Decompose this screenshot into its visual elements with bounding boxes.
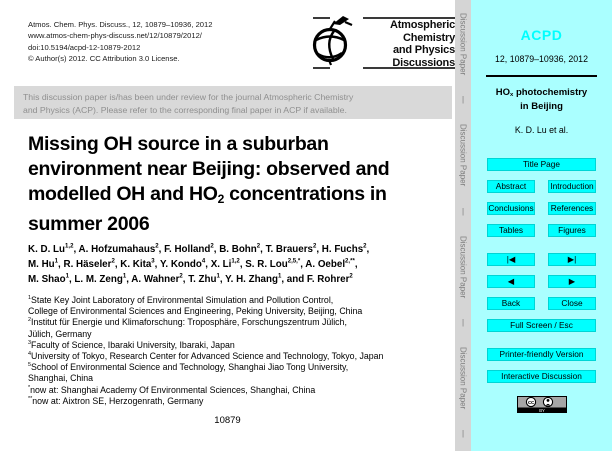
citation-block: [28, 19, 212, 64]
affiliation-line: *now at: Shanghai Academy Of Environmental Sciences, Shanghai, China: [28, 384, 316, 395]
spine-separator: |: [461, 429, 465, 438]
sidebar-button-row: [487, 275, 596, 288]
spine-label: Discussion Paper: [458, 235, 468, 298]
title-page-button[interactable]: Title Page: [487, 158, 596, 171]
affiliation-list: [28, 295, 458, 407]
review-notice: [14, 86, 452, 119]
spine-label: Discussion Paper: [458, 13, 468, 76]
author: A. Hofzumahaus$^2$: [78, 243, 159, 255]
article-title-line: modelled OH and $HO_2$ concentrations in: [28, 183, 387, 207]
review-notice-line: and Physics (ACP). Please refer to the corresponding final paper in ACP if available.: [23, 105, 347, 115]
full-screen-button[interactable]: Full Screen / Esc: [487, 319, 596, 332]
author: Y. H. Zhang$^1$: [225, 273, 282, 285]
sidebar-authors: K. D. Lu et al.: [514, 125, 569, 136]
logo-text-line: Chemistry: [403, 31, 455, 44]
author: and F. Rohrer$^2$: [286, 273, 353, 285]
svg-text:BY: BY: [539, 408, 545, 413]
author: T. Brauers$^2$: [265, 243, 317, 255]
author: M. Hu$^1$: [28, 258, 59, 270]
spine-separator: |: [461, 317, 465, 327]
author: K. D. Lu$^{1,2}$: [28, 243, 74, 255]
previous-page-button[interactable]: ◀: [487, 275, 535, 288]
affiliation-line: $^5$School of Environmental Science and Technology, Shanghai Jiao Tong University,: [28, 362, 349, 373]
sidebar-button-row: [487, 158, 596, 171]
citation-line: Atmos. Chem. Phys. Discuss., 12, 10879–10936, 2012: [28, 20, 213, 29]
author: B. Bohn$^2$: [219, 243, 261, 255]
back-button[interactable]: Back: [487, 297, 535, 310]
author-list: [28, 242, 458, 287]
cc-by-icon: [517, 396, 567, 413]
last-page-button[interactable]: ▶|: [548, 253, 596, 266]
author: X. Li$^{1,2}$: [210, 258, 240, 270]
references-button[interactable]: References: [548, 202, 596, 215]
author: S. R. Lou$^{2,5,*}$: [245, 258, 301, 270]
logo-text-line: and Physics: [393, 44, 455, 56]
review-notice-line: This discussion paper is/has been under review for the journal Atmospheric Chemistry: [23, 92, 354, 102]
sidebar-paper-title: [471, 87, 612, 113]
author: F. Holland$^2$: [164, 243, 214, 255]
affiliation-line: Jülich, Germany: [28, 328, 92, 339]
printer-friendly-version-button[interactable]: Printer-friendly Version: [487, 348, 596, 361]
spine-label: Discussion Paper: [458, 124, 468, 187]
discussion-paper-spine: [455, 0, 471, 451]
logo-text-line: Atmospheric: [389, 19, 455, 31]
sidebar-paper-title-line: $HO_x$ photochemistry: [495, 87, 588, 99]
journal-logo: [310, 12, 455, 72]
author: L. M. Zeng$^1$: [74, 273, 127, 285]
svg-text:cc: cc: [527, 400, 535, 406]
figures-button[interactable]: Figures: [548, 224, 596, 237]
article-title-line: environment near Beijing: observed and: [28, 158, 390, 180]
author-line: M. Shao$^1$, L. M. Zeng$^1$, A. Wahner$^2$, T. Zhu$^1$, Y. H. Zhang$^1$, and F. Rohrer$^2$: [28, 273, 353, 285]
author: R. Häseler$^2$: [63, 258, 115, 270]
citation-line: doi:10.5194/acpd-12-10879-2012: [28, 42, 141, 52]
interactive-discussion-button[interactable]: Interactive Discussion: [487, 370, 596, 383]
author: H. Fuchs$^2$: [321, 243, 367, 255]
cc-by-license-badge[interactable]: [517, 396, 567, 413]
affiliation-line: $^3$Faculty of Science, Ibaraki University, Ibaraki, Japan: [28, 339, 235, 350]
affiliation-line: $^2$Institut für Energie und Klimaforschung: Troposphäre, Forschungszentrum Jülich,: [28, 317, 347, 328]
logo-text: [390, 19, 455, 69]
affiliation-line: College of Environmental Sciences and Engineering, Peking University, Beijing, China: [28, 306, 363, 317]
author: Y. Kondo$^4$: [159, 258, 206, 270]
sidebar-button-row: [487, 180, 596, 193]
affiliation-line: **now at: Aixtron SE, Herzogenrath, Germany: [28, 395, 204, 406]
sidebar-button-row: [487, 202, 596, 215]
spine-label: Discussion Paper: [458, 346, 468, 409]
citation-line: © Author(s) 2012. CC Attribution 3.0 License.: [28, 53, 180, 63]
close-button[interactable]: Close: [548, 297, 596, 310]
affiliation-line: $^1$State Key Joint Laboratory of Environmental Simulation and Pollution Control,: [28, 295, 334, 305]
author: K. Kita$^3$: [120, 258, 155, 270]
sidebar-buttons: [487, 158, 596, 383]
sidebar-button-row: [487, 297, 596, 310]
logo-text-line: Discussions: [392, 56, 455, 69]
sidebar-button-row: [487, 370, 596, 383]
sidebar-button-row: [487, 348, 596, 361]
author: A. Wahner$^2$: [131, 273, 183, 285]
introduction-button[interactable]: Introduction: [548, 180, 596, 193]
issue-reference: 12, 10879–10936, 2012: [495, 54, 588, 64]
spine-separator: |: [461, 95, 465, 105]
sidebar-button-row: [487, 319, 596, 332]
author: A. Oebel$^{2,**}$: [305, 258, 355, 270]
navigation-sidebar: [471, 0, 612, 451]
spine-separator: |: [461, 206, 465, 216]
article-title-line: Missing OH source in a suburban: [28, 133, 329, 155]
article-title-line: summer 2006: [28, 213, 150, 236]
sidebar-paper-title-line: in Beijing: [520, 101, 563, 113]
affiliation-line: $^4$University of Tokyo, Research Center for Advanced Science and Technology, Tokyo, Japan: [28, 351, 384, 362]
sidebar-button-row: [487, 224, 596, 237]
sidebar-button-row: [487, 253, 596, 266]
egu-globe-icon: [310, 14, 356, 68]
sidebar-divider: [486, 75, 597, 77]
author-line: K. D. Lu$^{1,2}$, A. Hofzumahaus$^2$, F. Holland$^2$, B. Bohn$^2$, T. Brauers$^2$, H. Fuchs$^2$,: [28, 243, 370, 255]
affiliation-line: Shanghai, China: [28, 373, 94, 384]
page-number: 10879: [214, 415, 241, 426]
abstract-button[interactable]: Abstract: [487, 180, 535, 193]
tables-button[interactable]: Tables: [487, 224, 535, 237]
citation-line: www.atmos-chem-phys-discuss.net/12/10879/2012/: [28, 31, 202, 41]
author-line: M. Hu$^1$, R. Häseler$^2$, K. Kita$^3$, Y. Kondo$^4$, X. Li$^{1,2}$, S. R. Lou$^{2,5,*}$, A. Oebel$^{2,**}$,: [28, 258, 358, 270]
author: M. Shao$^1$: [28, 273, 69, 285]
author: T. Zhu$^1$: [188, 273, 220, 285]
journal-abbrev: ACPD: [520, 27, 563, 43]
conclusions-button[interactable]: Conclusions: [488, 203, 534, 213]
next-page-button[interactable]: ▶: [548, 275, 596, 288]
first-page-button[interactable]: |◀: [487, 253, 535, 266]
article-title: [28, 132, 452, 237]
